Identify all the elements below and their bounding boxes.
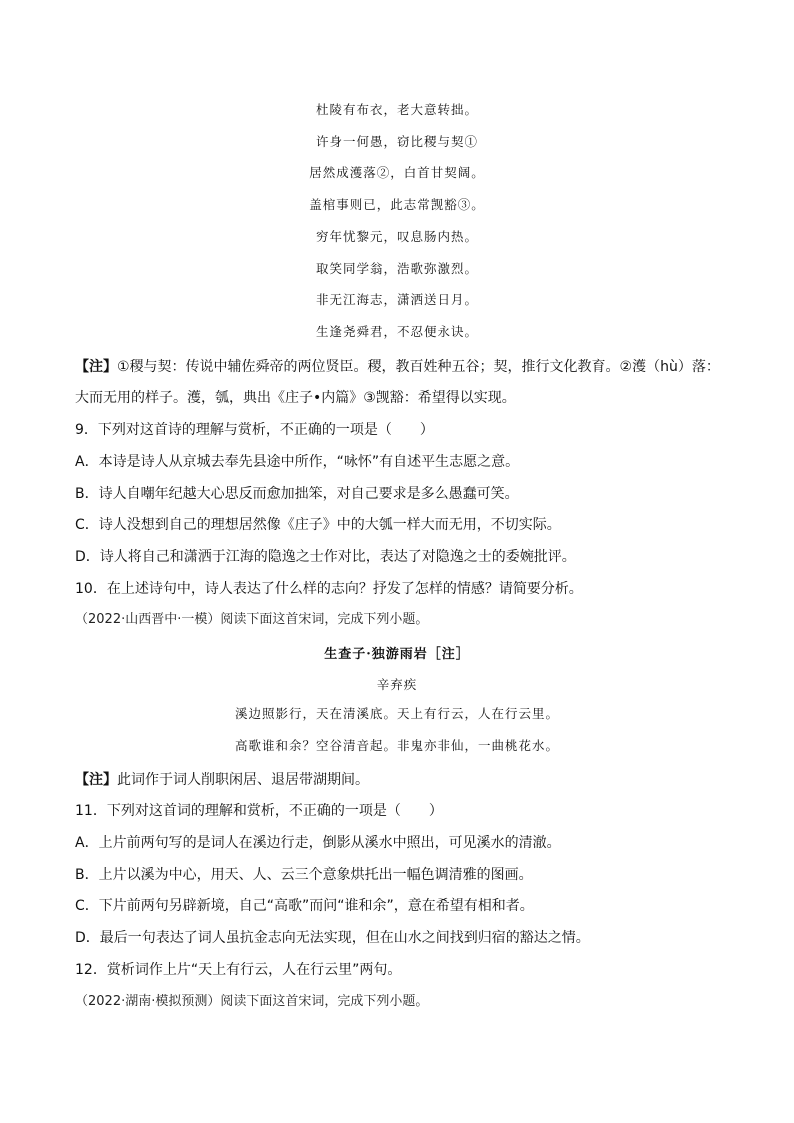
note-1-line-1 bbox=[75, 357, 735, 377]
poem-line-1: 杜陵有布衣，老大意转拙。 bbox=[315, 102, 478, 117]
note-label: 【注】 bbox=[75, 359, 117, 375]
question-11-option-b: B．上片以溪为中心，用天、人、云三个意象烘托出一幅色调清雅的图画。 bbox=[75, 867, 533, 883]
ci-line-2: 高歌谁和余？空谷清音起。非鬼亦非仙，一曲桃花水。 bbox=[234, 738, 559, 753]
note-2-label: 【注】 bbox=[75, 772, 117, 788]
question-11-option-c: C．下片前两句另辟新境，自己“高歌”而问“谁和余”，意在希望有相和者。 bbox=[75, 898, 534, 914]
poem-line-4: 盖棺事则已，此志常觊豁③。 bbox=[309, 197, 485, 212]
poem-line-5: 穷年忧黎元，叹息肠内热。 bbox=[315, 229, 478, 244]
poem-line-6: 取笑同学翁，浩歌弥激烈。 bbox=[315, 261, 478, 276]
question-9-option-b: B．诗人自嘲年纪越大心思反而愈加拙笨，对自己要求是多么愚蠢可笑。 bbox=[75, 486, 519, 502]
ci-line-1: 溪边照影行，天在清溪底。天上有行云，人在行云里。 bbox=[234, 706, 559, 721]
question-10-stem: 10．在上述诗句中，诗人表达了什么样的志向？抒发了怎样的情感？请简要分析。 bbox=[75, 581, 583, 597]
poem-line-2: 许身一何愚，窃比稷与契① bbox=[315, 134, 478, 149]
question-12-stem: 12．赏析词作上片“天上有行云，人在行云里”两句。 bbox=[75, 962, 402, 978]
question-9-stem: 9．下列对这首诗的理解与赏析，不正确的一项是（ ） bbox=[75, 422, 434, 438]
question-11-option-a: A．上片前两句写的是词人在溪边行走，倒影从溪水中照出，可见溪水的清澈。 bbox=[75, 835, 561, 851]
question-9-option-c: C．诗人没想到自己的理想居然像《庄子》中的大瓠一样大而无用，不切实际。 bbox=[75, 517, 561, 533]
note-2 bbox=[75, 770, 735, 790]
source-line-1: （2022·山西晋中·一模）阅读下面这首宋词，完成下列小题。 bbox=[75, 612, 429, 627]
question-11-stem: 11．下列对这首词的理解和赏析，不正确的一项是（ ） bbox=[75, 803, 443, 819]
question-9-option-d: D．诗人将自己和潇洒于江海的隐逸之士作对比，表达了对隐逸之士的委婉批评。 bbox=[75, 549, 576, 565]
note-1-line-2: 大而无用的样子。濩，瓠，典出《庄子•内篇》③觊豁：希望得以实现。 bbox=[75, 390, 516, 406]
ci-author: 辛弃疾 bbox=[376, 677, 418, 692]
note-text: ①稷与契：传说中辅佐舜帝的两位贤臣。稷，教百姓种五谷；契，推行文化教育。②濩（hù）落： bbox=[117, 359, 720, 375]
question-11-option-d: D．最后一句表达了词人虽抗金志向无法实现，但在山水之间找到归宿的豁达之情。 bbox=[75, 930, 590, 946]
poem-line-8: 生逢尧舜君，不忍便永诀。 bbox=[315, 324, 478, 339]
poem-line-3: 居然成濩落②，白首甘契阔。 bbox=[309, 165, 485, 180]
note-2-text: 此词作于词人削职闲居、退居带湖期间。 bbox=[117, 772, 369, 788]
ci-title: 生查子·独游雨岩［注］ bbox=[324, 647, 470, 662]
source-line-2: （2022·湖南·模拟预测）阅读下面这首宋词，完成下列小题。 bbox=[75, 994, 429, 1009]
poem-line-7: 非无江海志，潇洒送日月。 bbox=[315, 292, 478, 307]
question-9-option-a: A．本诗是诗人从京城去奉先县途中所作，“咏怀”有自述平生志愿之意。 bbox=[75, 454, 520, 470]
